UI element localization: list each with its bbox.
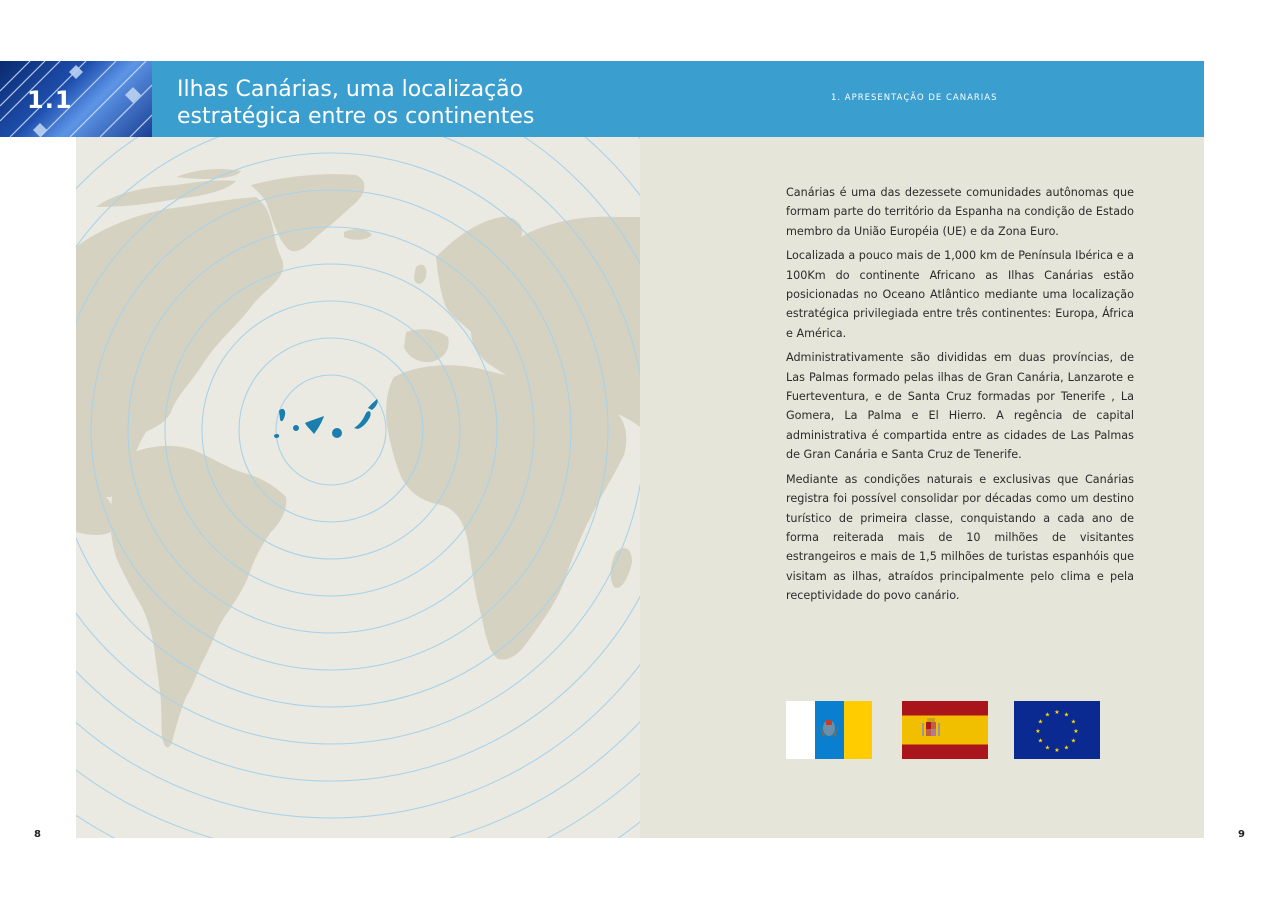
svg-text:★: ★ [1035, 728, 1041, 735]
solar-panel-image [0, 61, 152, 137]
svg-text:★: ★ [1073, 728, 1079, 735]
solar-panel-thumbnail [0, 61, 152, 137]
svg-text:★: ★ [1070, 737, 1077, 745]
svg-text:★: ★ [1044, 711, 1051, 719]
svg-text:★: ★ [1070, 718, 1077, 726]
european-union-flag [1014, 701, 1100, 759]
page-title [177, 76, 534, 130]
svg-text:★: ★ [1037, 737, 1044, 745]
chapter-number: 1.1 [27, 86, 73, 114]
section-label: 1. APRESENTAÇÃO DE CANARIAS [831, 93, 998, 103]
paragraph: Administrativamente são divididas em duas províncias, de Las Palmas formado pelas ilhas de Gran Canária, Lanzarote e Fuerteventura, e de Santa Cruz formadas por Tenerife , La Gomera, La Palma e El Hierro. A regência de capital administrativa é compartida entre as cidades de Las Palmas de Gran Canária e Santa Cruz de Tenerife. [786, 351, 1134, 462]
spain-flag [902, 701, 988, 759]
page-title-line2: estratégica entre os continentes [177, 104, 535, 129]
flags-row [786, 701, 1106, 759]
body-text [786, 183, 1134, 611]
page-title-line1: Ilhas Canárias, uma localização [177, 77, 524, 102]
paragraph: Mediante as condições naturais e exclusivas que Canárias registra foi possível consolidar por décadas como um destino turístico de primeira classe, conquistando a cada ano de forma reiterada mais de 10 milhões de visitantes estrangeiros e mais de 1,5 milhões de turistas espanhóis que visitam as ilhas, atraídos principalmente pelo clima e pela receptividade do povo canário. [786, 472, 1134, 603]
land-masses [76, 169, 640, 747]
svg-text:★: ★ [1054, 709, 1060, 716]
svg-text:★: ★ [1037, 718, 1044, 726]
svg-text:★: ★ [1063, 744, 1070, 752]
svg-text:★: ★ [1063, 711, 1070, 719]
page-number-right: 9 [1238, 829, 1245, 840]
svg-text:★: ★ [1044, 744, 1051, 752]
paragraph: Localizada a pouco mais de 1,000 km de Península Ibérica e a 100Km do continente Africano as Ilhas Canárias estão posicionadas no Oceano Atlântico mediante uma localização estratégica privilegiada entre três continentes: Europa, África e América. [786, 249, 1134, 340]
map-illustration [76, 137, 640, 838]
canary-islands-flag [786, 701, 872, 759]
paragraph: Canárias é uma das dezessete comunidades autônomas que formam parte do território da Espanha na condição de Estado membro da União Européia (UE) e da Zona Euro. [786, 186, 1134, 238]
svg-text:★: ★ [1054, 747, 1060, 754]
page-number-left: 8 [34, 829, 41, 840]
canary-islands-highlight [274, 399, 378, 438]
world-map [76, 137, 640, 838]
